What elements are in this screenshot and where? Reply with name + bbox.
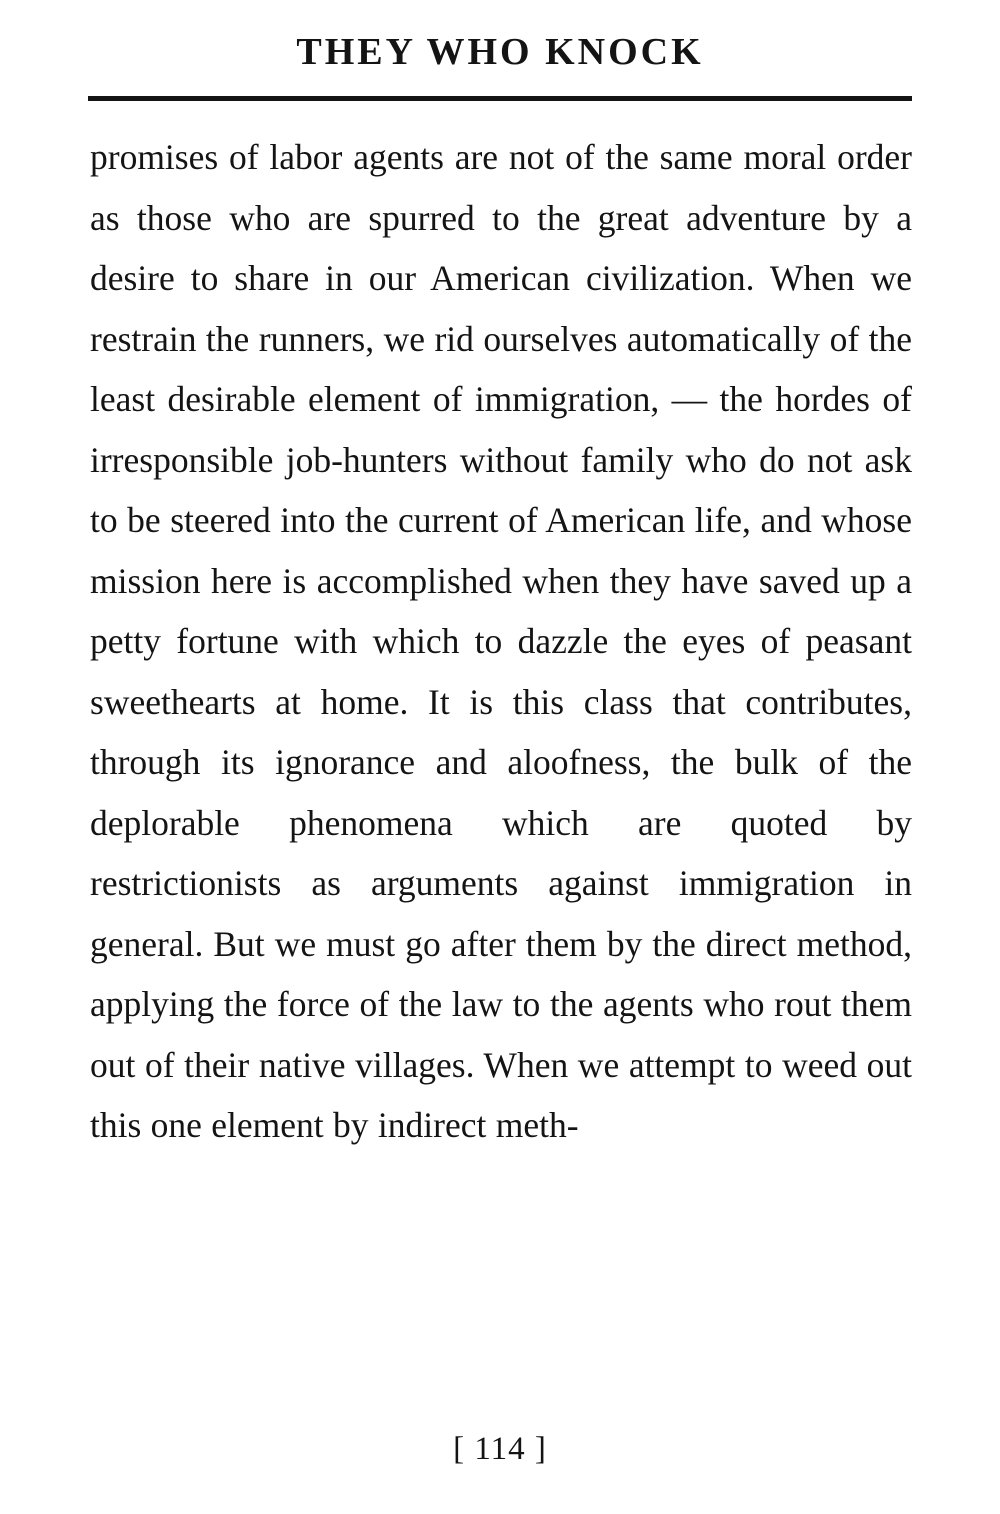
book-page bbox=[0, 30, 1000, 1514]
page-body-text bbox=[90, 127, 912, 1156]
body-paragraph: promises of labor agents are not of the same moral order as those who are spurred to the great adventure by a desire to share in our American civilization. When we restrain the runners, we rid ourselves automatically of the least desirable element of immigration, — the hordes of irresponsible job-hunters without family who do not ask to be steered into the current of American life, and whose mission here is accomplished when they have saved up a petty fortune with which to dazzle the eyes of peasant sweethearts at home. It is this class that contributes, through its ignorance and aloofness, the bulk of the deplorable phenomena which are quoted by restrictionists as arguments against immigration in general. But we must go after them by the direct method, applying the force of the law to the agents who rout them out of their native villages. When we attempt to weed out this one element by indirect meth- bbox=[90, 137, 912, 1145]
page-number-folio: [ 114 ] bbox=[453, 1431, 547, 1467]
page-running-head: THEY WHO KNOCK bbox=[296, 31, 704, 73]
header-rule-divider bbox=[88, 96, 912, 101]
